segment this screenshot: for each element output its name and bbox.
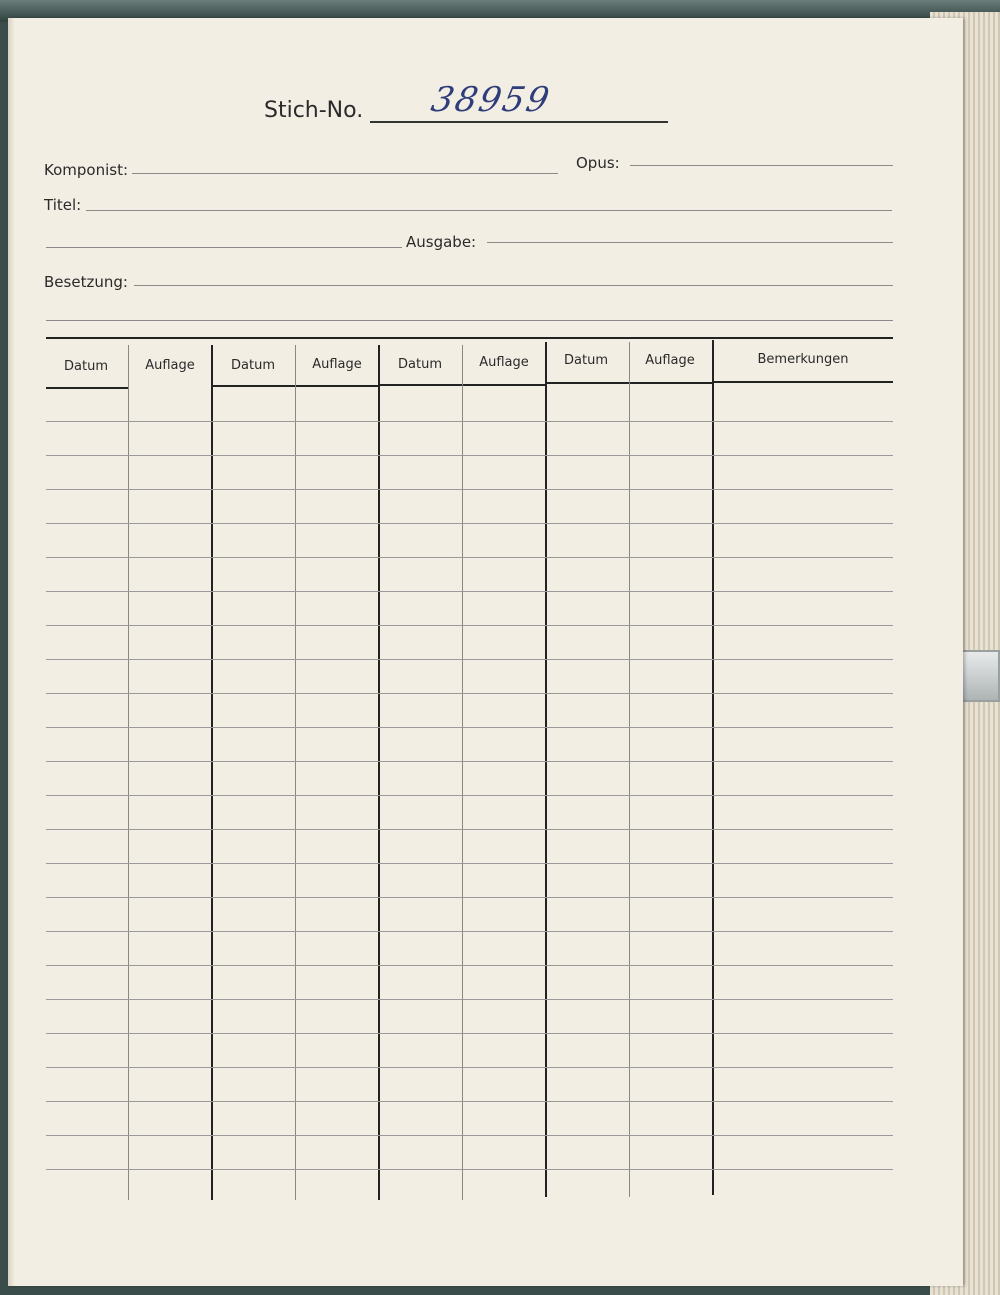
stich-no-value: 38959 (427, 80, 555, 120)
table-row (46, 421, 893, 422)
komponist-label: Komponist: (44, 161, 129, 179)
header-bottom-rule-5 (713, 381, 893, 383)
header-auflage-1: Auflage (145, 358, 195, 373)
titel-line-2 (46, 247, 402, 248)
table-row (46, 727, 893, 728)
table-row (46, 1169, 893, 1170)
column-divider-6 (545, 342, 547, 1197)
header-bottom-rule-1 (46, 387, 128, 389)
column-divider-3 (295, 345, 296, 1200)
header-datum-4: Datum (564, 353, 608, 368)
table-row (46, 591, 893, 592)
table-row (46, 863, 893, 864)
header-auflage-4: Auflage (645, 353, 695, 368)
header-auflage-3: Auflage (479, 355, 529, 370)
table-row (46, 625, 893, 626)
table-row (46, 489, 893, 490)
komponist-line (132, 173, 558, 174)
header-datum-2: Datum (231, 358, 275, 373)
header-datum-3: Datum (398, 357, 442, 372)
besetzung-label: Besetzung: (44, 273, 128, 291)
table-row (46, 1033, 893, 1034)
opus-line (630, 165, 893, 166)
table-row (46, 761, 893, 762)
table-row (46, 931, 893, 932)
table-row (46, 523, 893, 524)
table-row (46, 1067, 893, 1068)
register-card (8, 18, 963, 1286)
besetzung-line-2 (46, 320, 893, 321)
column-divider-4 (378, 345, 380, 1200)
column-divider-7 (629, 342, 630, 1197)
table-row (46, 455, 893, 456)
opus-label: Opus: (576, 154, 620, 172)
column-divider-2 (211, 345, 213, 1200)
besetzung-line (134, 285, 893, 286)
table-row (46, 1135, 893, 1136)
titel-line (86, 210, 892, 211)
header-auflage-2: Auflage (312, 357, 362, 372)
table-row (46, 557, 893, 558)
titel-label: Titel: (44, 196, 82, 214)
table-row (46, 965, 893, 966)
ausgabe-line (487, 242, 893, 243)
table-row (46, 693, 893, 694)
table-row (46, 897, 893, 898)
table-row (46, 659, 893, 660)
header-bemerkungen: Bemerkungen (757, 352, 849, 367)
ausgabe-label: Ausgabe: (406, 233, 477, 251)
stich-no-label: Stich-No. (264, 98, 364, 123)
column-divider-5 (462, 345, 463, 1200)
table-top-rule (46, 337, 893, 339)
stich-no-line (370, 121, 668, 123)
table-row (46, 1101, 893, 1102)
table-row (46, 999, 893, 1000)
column-divider-1 (128, 345, 129, 1200)
table-row (46, 795, 893, 796)
header-datum-1: Datum (64, 359, 108, 374)
table-row (46, 829, 893, 830)
